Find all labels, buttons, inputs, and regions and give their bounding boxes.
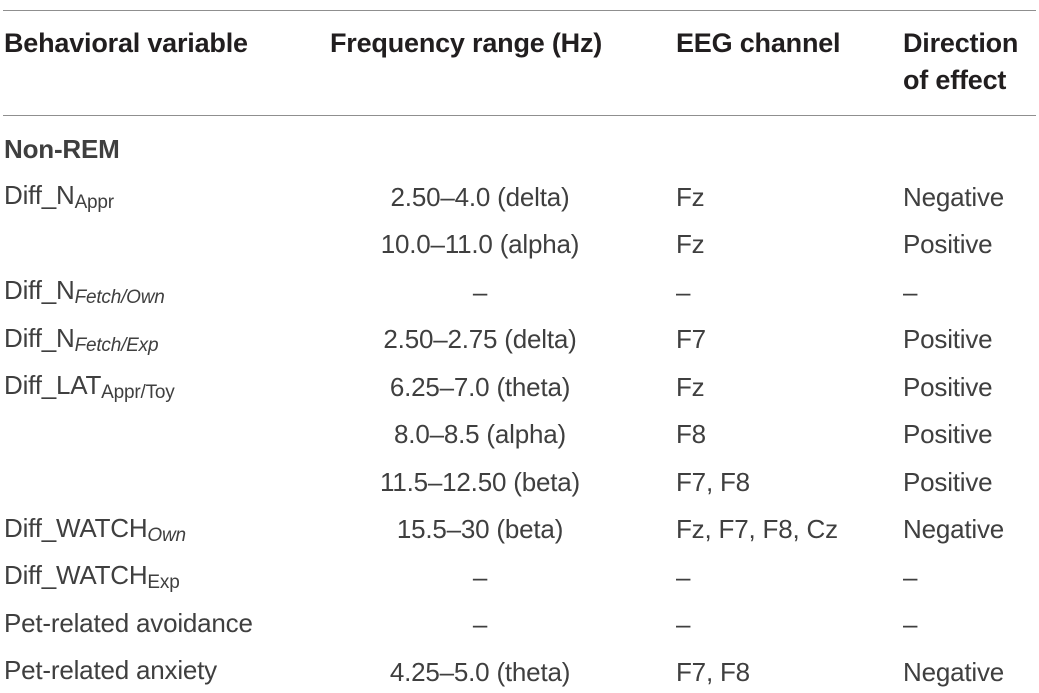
variable-subscript-text: Own [147,524,186,546]
header-behavioral-variable: Behavioral variable [4,28,248,58]
variable-subscript-text: Appr [74,192,114,214]
frequency-range-cell: 15.5–30 (beta) [396,514,564,545]
variable-base-text: Diff_LAT [4,370,102,401]
behavioral-variable-cell [0,323,330,357]
table-row [0,649,1039,693]
direction-of-effect-cell: Positive [903,466,993,497]
frequency-range-cell: 11.5–12.50 (beta) [380,466,580,497]
direction-of-effect-cell: Positive [903,324,993,355]
table-body [0,116,1039,693]
direction-of-effect-cell: – [903,276,918,307]
direction-of-effect-cell: Positive [903,419,993,450]
table-row [0,506,1039,554]
direction-of-effect-cell: Positive [903,229,993,260]
frequency-range-cell: 2.50–4.0 (delta) [390,181,570,212]
header-eeg-channel: EEG channel [676,28,841,58]
behavioral-variable-cell [0,655,330,689]
table-row [0,459,1039,507]
variable-base-text: Diff_N [4,180,75,211]
behavioral-variable-cell [0,370,330,404]
eeg-channel-cell: – [676,276,691,307]
table-row [0,364,1039,412]
variable-subscript-text: Fetch/Own [74,287,165,309]
frequency-range-cell: 6.25–7.0 (theta) [389,371,571,402]
frequency-range-cell: 4.25–5.0 (theta) [389,656,571,687]
variable-base-text: Diff_WATCH [4,512,148,543]
table-row [0,269,1039,317]
direction-of-effect-cell: Negative [903,514,1005,545]
variable-base-text: Diff_N [4,322,75,353]
eeg-channel-cell: Fz [676,181,705,212]
frequency-range-cell: – [472,561,488,592]
eeg-channel-cell: Fz [676,229,705,260]
eeg-channel-cell: Fz, F7, F8, Cz [676,514,838,545]
direction-of-effect-cell: – [903,609,918,640]
eeg-channel-cell: F7, F8 [676,466,750,497]
frequency-range-cell: 10.0–11.0 (alpha) [380,229,580,260]
header-frequency-range: Frequency range (Hz) [330,28,603,58]
behavioral-variable-cell [0,513,330,547]
table-row [0,411,1039,459]
behavioral-variable-cell [0,560,330,594]
variable-base-text: Pet-related avoidance [4,607,253,638]
direction-of-effect-cell: Negative [903,656,1005,687]
variable-base-text: Diff_N [4,275,75,306]
results-table [0,10,1039,693]
table-header-row [0,11,1039,115]
variable-base-text: Pet-related anxiety [4,655,217,686]
section-row [0,126,1039,174]
direction-of-effect-cell: Positive [903,371,993,402]
frequency-range-cell: – [472,276,488,307]
eeg-channel-cell: – [676,561,691,592]
variable-base-text: Diff_WATCH [4,560,148,591]
eeg-channel-cell: Fz [676,371,705,402]
table-row [0,554,1039,602]
behavioral-variable-cell [0,180,330,214]
eeg-channel-cell: F8 [676,419,706,450]
frequency-range-cell: 2.50–2.75 (delta) [383,324,577,355]
table-row [0,221,1039,269]
frequency-range-cell: – [472,609,488,640]
eeg-channel-cell: – [676,609,691,640]
header-direction-of-effect: Direction of effect [903,28,1019,95]
frequency-range-cell: 8.0–8.5 (alpha) [394,419,566,450]
variable-subscript-text: Exp [147,572,180,594]
behavioral-variable-cell [0,275,330,309]
table-row [0,316,1039,364]
variable-subscript-text: Fetch/Exp [74,334,159,356]
variable-subscript-text: Appr/Toy [101,382,175,404]
direction-of-effect-cell: – [903,561,918,592]
eeg-channel-cell: F7, F8 [676,656,750,687]
behavioral-variable-cell [0,608,330,642]
section-label: Non-REM [4,134,120,165]
table-row [0,601,1039,649]
direction-of-effect-cell: Negative [903,181,1005,212]
eeg-channel-cell: F7 [676,324,706,355]
table-row [0,174,1039,222]
